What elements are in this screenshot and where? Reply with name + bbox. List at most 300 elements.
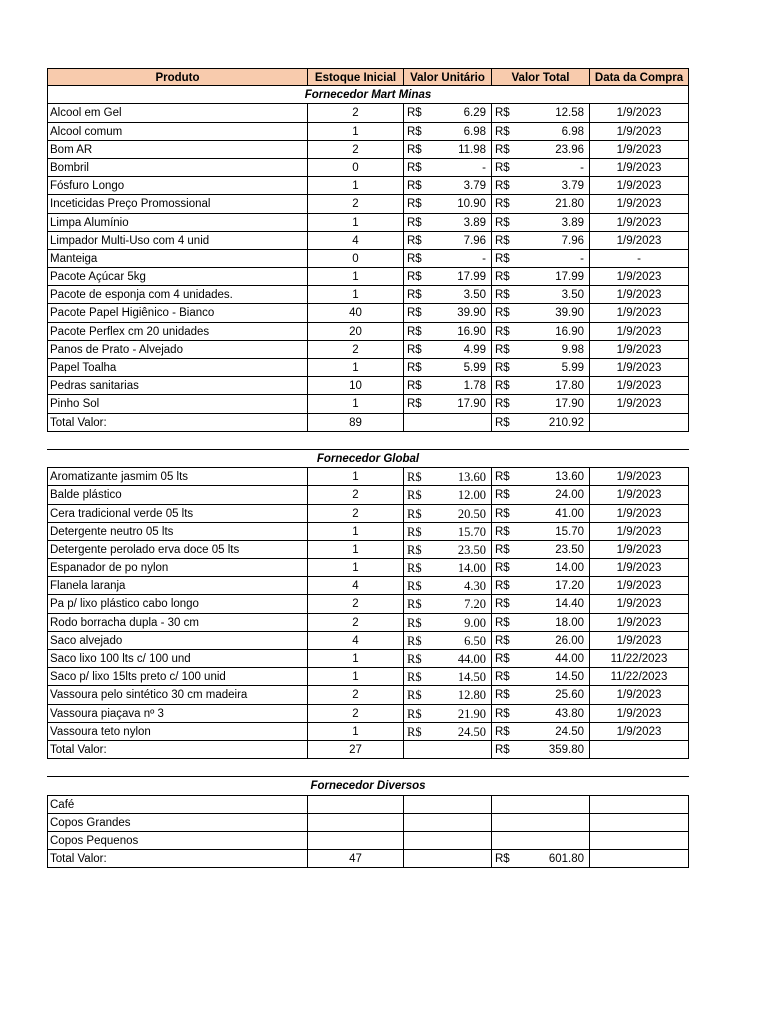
amount: 39.90: [555, 307, 584, 320]
currency-symbol: R$: [407, 343, 422, 356]
cell-valor-unitario[interactable]: [404, 123, 492, 141]
cell-estoque[interactable]: 2: [308, 195, 404, 213]
cell-valor-total[interactable]: [492, 468, 590, 486]
currency-symbol: R$: [495, 107, 510, 120]
cell-estoque[interactable]: 1: [308, 668, 404, 686]
cell-estoque[interactable]: 2: [308, 104, 404, 122]
cell-produto[interactable]: Alcool em Gel: [47, 104, 308, 122]
cell-estoque[interactable]: 2: [308, 614, 404, 632]
currency-symbol: R$: [407, 362, 422, 374]
cell-produto[interactable]: Papel Toalha: [47, 359, 308, 377]
cell-produto[interactable]: Pacote de esponja com 4 unidades.: [47, 286, 308, 304]
cell-valor-total[interactable]: [492, 232, 590, 250]
cell-valor-total[interactable]: [492, 123, 590, 141]
currency-symbol: R$: [407, 670, 422, 685]
cell-valor-total[interactable]: [492, 505, 590, 523]
cell-estoque[interactable]: 1: [308, 468, 404, 486]
cell-valor-unitario[interactable]: [404, 341, 492, 359]
amount: 14.50: [457, 670, 486, 685]
cell-data-compra[interactable]: 1/9/2023: [590, 395, 689, 413]
amount: 3.89: [463, 216, 486, 229]
cell-data-compra[interactable]: 1/9/2023: [590, 577, 689, 595]
cell-valor-unitario[interactable]: [404, 177, 492, 195]
currency-symbol: R$: [495, 271, 510, 284]
total-value[interactable]: [492, 741, 590, 759]
cell-valor-unitario[interactable]: [404, 395, 492, 413]
cell-estoque[interactable]: 2: [308, 141, 404, 159]
cell-data-compra[interactable]: 1/9/2023: [590, 286, 689, 304]
cell-valor-total[interactable]: [492, 541, 590, 559]
cell-data-compra[interactable]: 1/9/2023: [590, 323, 689, 341]
cell-valor-total[interactable]: [492, 523, 590, 541]
table-row: [47, 286, 689, 304]
empty-cell[interactable]: [590, 850, 689, 868]
cell-data-compra[interactable]: 1/9/2023: [590, 595, 689, 613]
cell-valor-unitario[interactable]: [404, 577, 492, 595]
empty-cell[interactable]: [590, 414, 689, 432]
cell-valor-unitario[interactable]: [404, 723, 492, 741]
table-row: [47, 395, 689, 413]
cell-valor-unitario[interactable]: [404, 232, 492, 250]
table-row: [47, 832, 689, 850]
cell-valor-total[interactable]: [492, 341, 590, 359]
cell-estoque[interactable]: 2: [308, 486, 404, 504]
cell-data-compra[interactable]: [590, 832, 689, 850]
section-gap: [47, 759, 689, 777]
amount: 39.90: [457, 307, 486, 320]
cell-produto[interactable]: Inceticidas Preço Promossional: [47, 195, 308, 213]
cell-data-compra[interactable]: 1/9/2023: [590, 123, 689, 141]
cell-data-compra[interactable]: 1/9/2023: [590, 523, 689, 541]
cell-produto[interactable]: Bom AR: [47, 141, 308, 159]
cell-valor-total[interactable]: [492, 650, 590, 668]
cell-data-compra[interactable]: [590, 796, 689, 814]
cell-valor-unitario[interactable]: [404, 632, 492, 650]
cell-produto[interactable]: Alcool comum: [47, 123, 308, 141]
cell-valor-total[interactable]: [492, 159, 590, 177]
cell-produto[interactable]: Saco alvejado: [47, 632, 308, 650]
table-row: [47, 505, 689, 523]
currency-symbol: R$: [407, 597, 422, 612]
amount: 3.79: [561, 180, 584, 193]
cell-produto[interactable]: Pedras sanitarias: [47, 377, 308, 395]
section-gap: [47, 432, 689, 450]
total-quantity[interactable]: 47: [308, 850, 404, 868]
amount: 11.98: [458, 143, 486, 156]
cell-produto[interactable]: Vassoura pelo sintético 30 cm madeira: [47, 686, 308, 704]
currency-symbol: R$: [495, 343, 510, 356]
currency-symbol: R$: [407, 688, 422, 703]
amount: 12.00: [457, 488, 486, 503]
cell-valor-unitario[interactable]: [404, 377, 492, 395]
cell-valor-unitario[interactable]: [404, 541, 492, 559]
table-row: [47, 214, 689, 232]
total-row: [47, 850, 689, 868]
cell-valor-total[interactable]: [492, 796, 590, 814]
cell-estoque[interactable]: [308, 814, 404, 832]
cell-valor-total[interactable]: [492, 250, 590, 268]
table-row: [47, 159, 689, 177]
cell-produto[interactable]: Limpa Alumínio: [47, 214, 308, 232]
cell-valor-unitario[interactable]: [404, 359, 492, 377]
cell-valor-unitario[interactable]: [404, 832, 492, 850]
cell-estoque[interactable]: 1: [308, 123, 404, 141]
cell-produto[interactable]: Vassoura teto nylon: [47, 723, 308, 741]
cell-estoque[interactable]: 4: [308, 632, 404, 650]
cell-produto[interactable]: Bombril: [47, 159, 308, 177]
table-row: [47, 341, 689, 359]
header-produto[interactable]: Produto: [47, 68, 308, 86]
cell-produto[interactable]: Vassoura piaçava nº 3: [47, 705, 308, 723]
section-title: Fornecedor Mart Minas: [47, 86, 689, 104]
amount: 17.99: [457, 271, 486, 284]
amount: 7.96: [561, 234, 584, 247]
cell-data-compra[interactable]: 1/9/2023: [590, 505, 689, 523]
amount: 44.00: [457, 652, 486, 666]
total-value[interactable]: [492, 414, 590, 432]
header-valor-total[interactable]: Valor Total: [492, 68, 590, 86]
amount: 5.99: [561, 362, 584, 374]
currency-symbol: R$: [495, 671, 510, 684]
currency-symbol: R$: [495, 416, 510, 429]
cell-produto[interactable]: Copos Pequenos: [47, 832, 308, 850]
cell-estoque[interactable]: 40: [308, 304, 404, 322]
empty-cell[interactable]: [590, 741, 689, 759]
currency-symbol: R$: [407, 307, 422, 320]
amount: -: [580, 252, 584, 265]
cell-valor-total[interactable]: [492, 214, 590, 232]
amount: 41.00: [555, 507, 584, 520]
table-row: [47, 723, 689, 741]
cell-valor-total[interactable]: [492, 668, 590, 686]
table-row: [47, 668, 689, 686]
cell-valor-unitario[interactable]: [404, 214, 492, 232]
currency-symbol: R$: [407, 271, 422, 284]
table-row: [47, 796, 689, 814]
cell-data-compra[interactable]: 1/9/2023: [590, 359, 689, 377]
cell-estoque[interactable]: 2: [308, 505, 404, 523]
amount: 601.80: [548, 853, 584, 866]
cell-estoque[interactable]: 4: [308, 232, 404, 250]
cell-produto[interactable]: Limpador Multi-Uso com 4 unid: [47, 232, 308, 250]
total-label[interactable]: Total Valor:: [47, 850, 308, 868]
amount: 14.40: [555, 598, 584, 611]
cell-produto[interactable]: Fósfuro Longo: [47, 177, 308, 195]
amount: 3.89: [561, 216, 584, 229]
currency-symbol: R$: [495, 707, 510, 720]
cell-data-compra[interactable]: 1/9/2023: [590, 159, 689, 177]
amount: 17.20: [555, 580, 584, 593]
cell-estoque[interactable]: 4: [308, 577, 404, 595]
spreadsheet: [47, 68, 689, 868]
cell-produto[interactable]: Pacote Perflex cm 20 unidades: [47, 323, 308, 341]
empty-cell[interactable]: [404, 741, 492, 759]
amount: 17.90: [457, 398, 486, 411]
cell-valor-unitario[interactable]: [404, 104, 492, 122]
cell-data-compra[interactable]: 1/9/2023: [590, 632, 689, 650]
cell-produto[interactable]: Flanela laranja: [47, 577, 308, 595]
cell-estoque[interactable]: [308, 796, 404, 814]
cell-produto[interactable]: Pacote Papel Higiênico - Bianco: [47, 304, 308, 322]
cell-valor-unitario[interactable]: [404, 559, 492, 577]
cell-data-compra[interactable]: 1/9/2023: [590, 541, 689, 559]
cell-data-compra[interactable]: 1/9/2023: [590, 705, 689, 723]
cell-valor-total[interactable]: [492, 705, 590, 723]
cell-estoque[interactable]: 1: [308, 177, 404, 195]
cell-produto[interactable]: Pa p/ lixo plástico cabo longo: [47, 595, 308, 613]
total-quantity[interactable]: 89: [308, 414, 404, 432]
amount: 5.99: [463, 362, 486, 374]
cell-data-compra[interactable]: 1/9/2023: [590, 104, 689, 122]
cell-valor-total[interactable]: [492, 141, 590, 159]
amount: 16.90: [555, 325, 584, 338]
currency-symbol: R$: [495, 198, 510, 211]
currency-symbol: R$: [495, 525, 510, 538]
currency-symbol: R$: [495, 507, 510, 520]
cell-estoque[interactable]: 20: [308, 323, 404, 341]
cell-valor-unitario[interactable]: [404, 595, 492, 613]
cell-estoque[interactable]: 1: [308, 214, 404, 232]
total-quantity[interactable]: 27: [308, 741, 404, 759]
currency-symbol: R$: [407, 252, 422, 265]
empty-cell[interactable]: [404, 850, 492, 868]
currency-symbol: R$: [407, 579, 422, 594]
cell-valor-total[interactable]: [492, 614, 590, 632]
amount: 1.78: [463, 380, 486, 393]
cell-valor-total[interactable]: [492, 377, 590, 395]
amount: 23.50: [457, 542, 486, 557]
cell-estoque[interactable]: 1: [308, 359, 404, 377]
cell-valor-unitario[interactable]: [404, 195, 492, 213]
cell-valor-unitario[interactable]: [404, 686, 492, 704]
cell-valor-unitario[interactable]: [404, 159, 492, 177]
cell-valor-unitario[interactable]: [404, 323, 492, 341]
section-title: Fornecedor Diversos: [47, 777, 689, 795]
cell-valor-unitario[interactable]: [404, 650, 492, 668]
currency-symbol: R$: [407, 561, 422, 576]
cell-valor-unitario[interactable]: [404, 814, 492, 832]
cell-valor-unitario[interactable]: [404, 468, 492, 486]
cell-produto[interactable]: Pacote Açúcar 5kg: [47, 268, 308, 286]
cell-data-compra[interactable]: 1/9/2023: [590, 195, 689, 213]
amount: 24.00: [555, 489, 584, 502]
cell-produto[interactable]: Balde plástico: [47, 486, 308, 504]
cell-valor-total[interactable]: [492, 268, 590, 286]
cell-estoque[interactable]: 2: [308, 595, 404, 613]
cell-valor-unitario[interactable]: [404, 486, 492, 504]
table-row: [47, 814, 689, 832]
cell-valor-unitario[interactable]: [404, 286, 492, 304]
cell-produto[interactable]: Rodo borracha dupla - 30 cm: [47, 614, 308, 632]
currency-symbol: R$: [495, 634, 510, 647]
table-row: [47, 104, 689, 122]
amount: 21.90: [457, 706, 486, 721]
cell-valor-unitario[interactable]: [404, 668, 492, 686]
cell-valor-total[interactable]: [492, 104, 590, 122]
cell-produto[interactable]: Manteiga: [47, 250, 308, 268]
amount: 9.98: [561, 343, 584, 356]
cell-produto[interactable]: Panos de Prato - Alvejado: [47, 341, 308, 359]
cell-produto[interactable]: Detergente perolado erva doce 05 lts: [47, 541, 308, 559]
table-row: [47, 141, 689, 159]
amount: 4.99: [463, 343, 486, 356]
cell-valor-total[interactable]: [492, 686, 590, 704]
currency-symbol: R$: [495, 289, 510, 302]
currency-symbol: R$: [495, 471, 510, 484]
cell-data-compra[interactable]: 1/9/2023: [590, 468, 689, 486]
cell-valor-unitario[interactable]: [404, 268, 492, 286]
currency-symbol: R$: [407, 198, 422, 211]
total-value[interactable]: [492, 850, 590, 868]
cell-estoque[interactable]: 10: [308, 377, 404, 395]
cell-valor-total[interactable]: [492, 595, 590, 613]
currency-symbol: R$: [407, 633, 422, 648]
cell-valor-unitario[interactable]: [404, 141, 492, 159]
cell-valor-total[interactable]: [492, 559, 590, 577]
currency-symbol: R$: [495, 125, 510, 138]
table-row: [47, 577, 689, 595]
empty-cell[interactable]: [404, 414, 492, 432]
cell-valor-total[interactable]: [492, 632, 590, 650]
cell-valor-total[interactable]: [492, 832, 590, 850]
total-label[interactable]: Total Valor:: [47, 414, 308, 432]
currency-symbol: R$: [495, 325, 510, 338]
cell-estoque[interactable]: 2: [308, 705, 404, 723]
cell-data-compra[interactable]: 1/9/2023: [590, 614, 689, 632]
currency-symbol: R$: [407, 125, 422, 138]
cell-estoque[interactable]: 1: [308, 559, 404, 577]
currency-symbol: R$: [407, 289, 422, 302]
table-row: [47, 468, 689, 486]
table-row: [47, 304, 689, 322]
cell-valor-unitario[interactable]: [404, 614, 492, 632]
cell-data-compra[interactable]: 1/9/2023: [590, 141, 689, 159]
cell-produto[interactable]: Detergente neutro 05 lts: [47, 523, 308, 541]
cell-produto[interactable]: Aromatizante jasmim 05 lts: [47, 468, 308, 486]
cell-data-compra[interactable]: 11/22/2023: [590, 668, 689, 686]
cell-data-compra[interactable]: 1/9/2023: [590, 686, 689, 704]
currency-symbol: R$: [407, 180, 422, 193]
header-estoque-inicial[interactable]: Estoque Inicial: [308, 68, 404, 86]
currency-symbol: R$: [495, 616, 510, 629]
table-row: [47, 705, 689, 723]
cell-valor-total[interactable]: [492, 304, 590, 322]
cell-data-compra[interactable]: 1/9/2023: [590, 304, 689, 322]
cell-estoque[interactable]: 1: [308, 523, 404, 541]
cell-data-compra[interactable]: 1/9/2023: [590, 486, 689, 504]
cell-valor-total[interactable]: [492, 286, 590, 304]
cell-data-compra[interactable]: 1/9/2023: [590, 268, 689, 286]
cell-produto[interactable]: Pinho Sol: [47, 395, 308, 413]
total-label[interactable]: Total Valor:: [47, 741, 308, 759]
table-row: [47, 177, 689, 195]
cell-valor-unitario[interactable]: [404, 304, 492, 322]
cell-estoque[interactable]: [308, 832, 404, 850]
cell-valor-unitario[interactable]: [404, 250, 492, 268]
cell-valor-total[interactable]: [492, 359, 590, 377]
cell-valor-unitario[interactable]: [404, 523, 492, 541]
cell-valor-total[interactable]: [492, 323, 590, 341]
currency-symbol: R$: [495, 380, 510, 393]
header-valor-unitario[interactable]: Valor Unitário: [404, 68, 492, 86]
cell-estoque[interactable]: 1: [308, 650, 404, 668]
cell-data-compra[interactable]: 1/9/2023: [590, 559, 689, 577]
amount: 6.29: [463, 107, 486, 120]
cell-data-compra[interactable]: 1/9/2023: [590, 723, 689, 741]
amount: 25.60: [555, 689, 584, 702]
cell-valor-total[interactable]: [492, 486, 590, 504]
currency-symbol: R$: [495, 252, 510, 265]
amount: 17.90: [555, 398, 584, 411]
amount: 23.50: [555, 543, 584, 556]
cell-estoque[interactable]: 0: [308, 250, 404, 268]
currency-symbol: R$: [407, 107, 422, 120]
table-row: [47, 195, 689, 213]
cell-estoque[interactable]: 1: [308, 723, 404, 741]
cell-valor-total[interactable]: [492, 195, 590, 213]
currency-symbol: R$: [495, 362, 510, 374]
cell-valor-total[interactable]: [492, 177, 590, 195]
cell-valor-unitario[interactable]: [404, 796, 492, 814]
amount: 13.60: [457, 470, 486, 485]
cell-valor-total[interactable]: [492, 395, 590, 413]
amount: 17.99: [555, 271, 584, 284]
cell-estoque[interactable]: 2: [308, 686, 404, 704]
cell-data-compra[interactable]: [590, 814, 689, 832]
cell-produto[interactable]: Cera tradicional verde 05 lts: [47, 505, 308, 523]
table-row: [47, 650, 689, 668]
cell-estoque[interactable]: 1: [308, 268, 404, 286]
cell-data-compra[interactable]: 1/9/2023: [590, 341, 689, 359]
amount: 7.20: [464, 597, 486, 612]
cell-estoque[interactable]: 2: [308, 341, 404, 359]
cell-produto[interactable]: Copos Grandes: [47, 814, 308, 832]
amount: 44.00: [555, 653, 584, 665]
cell-data-compra[interactable]: 1/9/2023: [590, 177, 689, 195]
amount: 4.30: [464, 579, 486, 594]
amount: 359.80: [548, 743, 584, 756]
cell-data-compra[interactable]: 11/22/2023: [590, 650, 689, 668]
currency-symbol: R$: [495, 580, 510, 593]
cell-valor-total[interactable]: [492, 723, 590, 741]
cell-valor-unitario[interactable]: [404, 705, 492, 723]
cell-data-compra[interactable]: 1/9/2023: [590, 377, 689, 395]
cell-produto[interactable]: Café: [47, 796, 308, 814]
cell-produto[interactable]: Saco p/ lixo 15lts preto c/ 100 unid: [47, 668, 308, 686]
cell-valor-total[interactable]: [492, 577, 590, 595]
cell-data-compra[interactable]: -: [590, 250, 689, 268]
currency-symbol: R$: [407, 652, 422, 666]
cell-valor-unitario[interactable]: [404, 505, 492, 523]
cell-estoque[interactable]: 1: [308, 541, 404, 559]
amount: 16.90: [457, 325, 486, 338]
cell-estoque[interactable]: 0: [308, 159, 404, 177]
currency-symbol: R$: [407, 524, 422, 539]
cell-data-compra[interactable]: 1/9/2023: [590, 232, 689, 250]
currency-symbol: R$: [495, 180, 510, 193]
currency-symbol: R$: [407, 615, 422, 630]
header-data-da-compra[interactable]: Data da Compra: [590, 68, 689, 86]
currency-symbol: R$: [495, 562, 510, 575]
cell-data-compra[interactable]: 1/9/2023: [590, 214, 689, 232]
cell-produto[interactable]: Saco lixo 100 lts c/ 100 und: [47, 650, 308, 668]
cell-estoque[interactable]: 1: [308, 395, 404, 413]
currency-symbol: R$: [407, 506, 422, 521]
cell-valor-total[interactable]: [492, 814, 590, 832]
cell-produto[interactable]: Espanador de po nylon: [47, 559, 308, 577]
cell-estoque[interactable]: 1: [308, 286, 404, 304]
table-row: [47, 632, 689, 650]
